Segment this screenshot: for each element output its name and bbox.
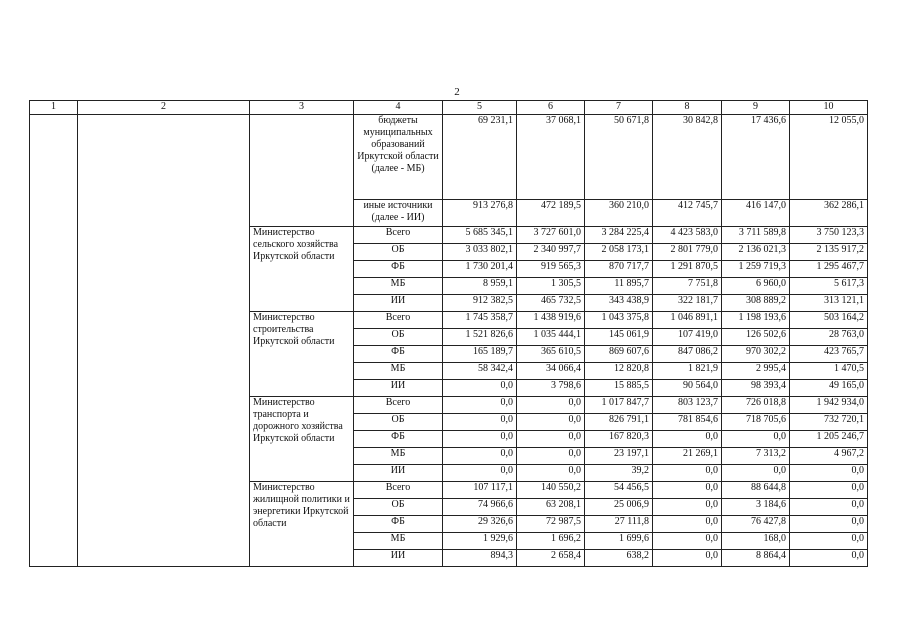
org-name-cell: Министерство жилищной политики и энергетики Иркутской области <box>250 482 354 567</box>
value-cell: 34 066,4 <box>517 363 585 380</box>
value-cell: 6 960,0 <box>722 278 790 295</box>
value-cell: 168,0 <box>722 533 790 550</box>
value-cell: 63 208,1 <box>517 499 585 516</box>
value-cell: 0,0 <box>722 431 790 448</box>
value-cell: 3 033 802,1 <box>443 244 517 261</box>
value-cell: 17 436,6 <box>722 115 790 200</box>
value-cell: 416 147,0 <box>722 200 790 227</box>
header-cell: 1 <box>30 101 78 115</box>
value-cell: 54 456,5 <box>585 482 653 499</box>
value-cell: 2 136 021,3 <box>722 244 790 261</box>
value-cell: 5 617,3 <box>790 278 868 295</box>
value-cell: 3 750 123,3 <box>790 227 868 244</box>
source-cell: МБ <box>354 448 443 465</box>
value-cell: 1 696,2 <box>517 533 585 550</box>
value-cell: 126 502,6 <box>722 329 790 346</box>
value-cell: 0,0 <box>790 499 868 516</box>
value-cell: 1 745 358,7 <box>443 312 517 329</box>
value-cell: 37 068,1 <box>517 115 585 200</box>
org-name-cell: Министерство транспорта и дорожного хозяйства Иркутской области <box>250 397 354 482</box>
value-cell: 1 291 870,5 <box>653 261 722 278</box>
value-cell: 90 564,0 <box>653 380 722 397</box>
value-cell: 7 313,2 <box>722 448 790 465</box>
page-number: 2 <box>454 86 460 98</box>
value-cell: 1 470,5 <box>790 363 868 380</box>
value-cell: 3 711 589,8 <box>722 227 790 244</box>
value-cell: 1 205 246,7 <box>790 431 868 448</box>
value-cell: 781 854,6 <box>653 414 722 431</box>
value-cell: 412 745,7 <box>653 200 722 227</box>
value-cell: 472 189,5 <box>517 200 585 227</box>
value-cell: 145 061,9 <box>585 329 653 346</box>
value-cell: 1 043 375,8 <box>585 312 653 329</box>
value-cell: 912 382,5 <box>443 295 517 312</box>
value-cell: 107 419,0 <box>653 329 722 346</box>
value-cell: 74 966,6 <box>443 499 517 516</box>
value-cell: 0,0 <box>790 482 868 499</box>
org-name-cell: Министерство строительства Иркутской области <box>250 312 354 397</box>
value-cell: 0,0 <box>443 465 517 482</box>
header-cell: 6 <box>517 101 585 115</box>
value-cell: 732 720,1 <box>790 414 868 431</box>
value-cell: 50 671,8 <box>585 115 653 200</box>
source-cell: ИИ <box>354 380 443 397</box>
value-cell: 2 995,4 <box>722 363 790 380</box>
value-cell: 72 987,5 <box>517 516 585 533</box>
value-cell: 1 438 919,6 <box>517 312 585 329</box>
value-cell: 5 685 345,1 <box>443 227 517 244</box>
header-cell: 5 <box>443 101 517 115</box>
value-cell: 76 427,8 <box>722 516 790 533</box>
value-cell: 0,0 <box>653 465 722 482</box>
value-cell: 1 929,6 <box>443 533 517 550</box>
value-cell: 0,0 <box>517 397 585 414</box>
value-cell: 3 798,6 <box>517 380 585 397</box>
value-cell: 1 305,5 <box>517 278 585 295</box>
header-cell: 4 <box>354 101 443 115</box>
value-cell: 362 286,1 <box>790 200 868 227</box>
value-cell: 165 189,7 <box>443 346 517 363</box>
value-cell: 0,0 <box>790 465 868 482</box>
value-cell: 49 165,0 <box>790 380 868 397</box>
header-cell: 9 <box>722 101 790 115</box>
value-cell: 107 117,1 <box>443 482 517 499</box>
value-cell: 970 302,2 <box>722 346 790 363</box>
value-cell: 726 018,8 <box>722 397 790 414</box>
value-cell: 1 017 847,7 <box>585 397 653 414</box>
budget-table-body <box>30 101 868 567</box>
value-cell: 58 342,4 <box>443 363 517 380</box>
value-cell: 8 864,4 <box>722 550 790 567</box>
value-cell: 28 763,0 <box>790 329 868 346</box>
value-cell: 870 717,7 <box>585 261 653 278</box>
source-cell: ФБ <box>354 516 443 533</box>
value-cell: 0,0 <box>790 533 868 550</box>
value-cell: 15 885,5 <box>585 380 653 397</box>
header-cell: 2 <box>78 101 250 115</box>
value-cell: 0,0 <box>722 465 790 482</box>
value-cell: 39,2 <box>585 465 653 482</box>
source-cell: Всего <box>354 312 443 329</box>
source-cell: Всего <box>354 397 443 414</box>
value-cell: 1 942 934,0 <box>790 397 868 414</box>
header-cell: 3 <box>250 101 354 115</box>
source-cell: Всего <box>354 227 443 244</box>
value-cell: 1 821,9 <box>653 363 722 380</box>
value-cell: 7 751,8 <box>653 278 722 295</box>
col2-cell <box>78 115 250 567</box>
value-cell: 2 135 917,2 <box>790 244 868 261</box>
value-cell: 1 699,6 <box>585 533 653 550</box>
value-cell: 8 959,1 <box>443 278 517 295</box>
value-cell: 423 765,7 <box>790 346 868 363</box>
value-cell: 4 967,2 <box>790 448 868 465</box>
value-cell: 718 705,6 <box>722 414 790 431</box>
value-cell: 1 295 467,7 <box>790 261 868 278</box>
value-cell: 360 210,0 <box>585 200 653 227</box>
value-cell: 2 340 997,7 <box>517 244 585 261</box>
source-cell: ФБ <box>354 261 443 278</box>
source-cell: Всего <box>354 482 443 499</box>
value-cell: 1 035 444,1 <box>517 329 585 346</box>
value-cell: 0,0 <box>653 533 722 550</box>
source-cell: ОБ <box>354 329 443 346</box>
value-cell: 638,2 <box>585 550 653 567</box>
value-cell: 919 565,3 <box>517 261 585 278</box>
value-cell: 343 438,9 <box>585 295 653 312</box>
value-cell: 803 123,7 <box>653 397 722 414</box>
value-cell: 0,0 <box>517 448 585 465</box>
value-cell: 894,3 <box>443 550 517 567</box>
value-cell: 0,0 <box>653 516 722 533</box>
source-cell: ОБ <box>354 414 443 431</box>
budget-table <box>29 100 868 567</box>
value-cell: 0,0 <box>443 380 517 397</box>
value-cell: 69 231,1 <box>443 115 517 200</box>
value-cell: 0,0 <box>790 550 868 567</box>
value-cell: 167 820,3 <box>585 431 653 448</box>
value-cell: 27 111,8 <box>585 516 653 533</box>
value-cell: 313 121,1 <box>790 295 868 312</box>
org-name-cell: Министерство сельского хозяйства Иркутской области <box>250 227 354 312</box>
value-cell: 0,0 <box>517 465 585 482</box>
value-cell: 847 086,2 <box>653 346 722 363</box>
source-cell: ИИ <box>354 295 443 312</box>
value-cell: 0,0 <box>443 431 517 448</box>
value-cell: 25 006,9 <box>585 499 653 516</box>
value-cell: 12 820,8 <box>585 363 653 380</box>
value-cell: 2 801 779,0 <box>653 244 722 261</box>
table-row <box>30 115 868 200</box>
value-cell: 0,0 <box>790 516 868 533</box>
value-cell: 869 607,6 <box>585 346 653 363</box>
value-cell: 913 276,8 <box>443 200 517 227</box>
header-cell: 10 <box>790 101 868 115</box>
value-cell: 0,0 <box>517 431 585 448</box>
header-cell: 8 <box>653 101 722 115</box>
value-cell: 21 269,1 <box>653 448 722 465</box>
value-cell: 0,0 <box>517 414 585 431</box>
source-cell: ОБ <box>354 499 443 516</box>
source-cell: бюджеты муниципальных образований Иркутской области (далее - МБ) <box>354 115 443 200</box>
value-cell: 1 521 826,6 <box>443 329 517 346</box>
value-cell: 29 326,6 <box>443 516 517 533</box>
value-cell: 23 197,1 <box>585 448 653 465</box>
source-cell: ОБ <box>354 244 443 261</box>
value-cell: 0,0 <box>653 550 722 567</box>
value-cell: 0,0 <box>653 482 722 499</box>
value-cell: 0,0 <box>443 397 517 414</box>
header-cell: 7 <box>585 101 653 115</box>
value-cell: 11 895,7 <box>585 278 653 295</box>
value-cell: 4 423 583,0 <box>653 227 722 244</box>
value-cell: 503 164,2 <box>790 312 868 329</box>
value-cell: 1 259 719,3 <box>722 261 790 278</box>
value-cell: 322 181,7 <box>653 295 722 312</box>
source-cell: иные источники (далее - ИИ) <box>354 200 443 227</box>
value-cell: 0,0 <box>653 499 722 516</box>
value-cell: 3 184,6 <box>722 499 790 516</box>
source-cell: ФБ <box>354 346 443 363</box>
value-cell: 30 842,8 <box>653 115 722 200</box>
value-cell: 98 393,4 <box>722 380 790 397</box>
source-cell: ФБ <box>354 431 443 448</box>
value-cell: 826 791,1 <box>585 414 653 431</box>
value-cell: 12 055,0 <box>790 115 868 200</box>
source-cell: МБ <box>354 278 443 295</box>
value-cell: 365 610,5 <box>517 346 585 363</box>
source-cell: ИИ <box>354 550 443 567</box>
value-cell: 1 046 891,1 <box>653 312 722 329</box>
col1-cell <box>30 115 78 567</box>
value-cell: 140 550,2 <box>517 482 585 499</box>
source-cell: МБ <box>354 533 443 550</box>
value-cell: 1 198 193,6 <box>722 312 790 329</box>
value-cell: 2 658,4 <box>517 550 585 567</box>
org-cell <box>250 115 354 227</box>
value-cell: 2 058 173,1 <box>585 244 653 261</box>
value-cell: 1 730 201,4 <box>443 261 517 278</box>
value-cell: 0,0 <box>653 431 722 448</box>
source-cell: ИИ <box>354 465 443 482</box>
value-cell: 3 727 601,0 <box>517 227 585 244</box>
value-cell: 308 889,2 <box>722 295 790 312</box>
value-cell: 0,0 <box>443 448 517 465</box>
value-cell: 3 284 225,4 <box>585 227 653 244</box>
value-cell: 88 644,8 <box>722 482 790 499</box>
header-row <box>30 101 868 115</box>
source-cell: МБ <box>354 363 443 380</box>
value-cell: 0,0 <box>443 414 517 431</box>
value-cell: 465 732,5 <box>517 295 585 312</box>
